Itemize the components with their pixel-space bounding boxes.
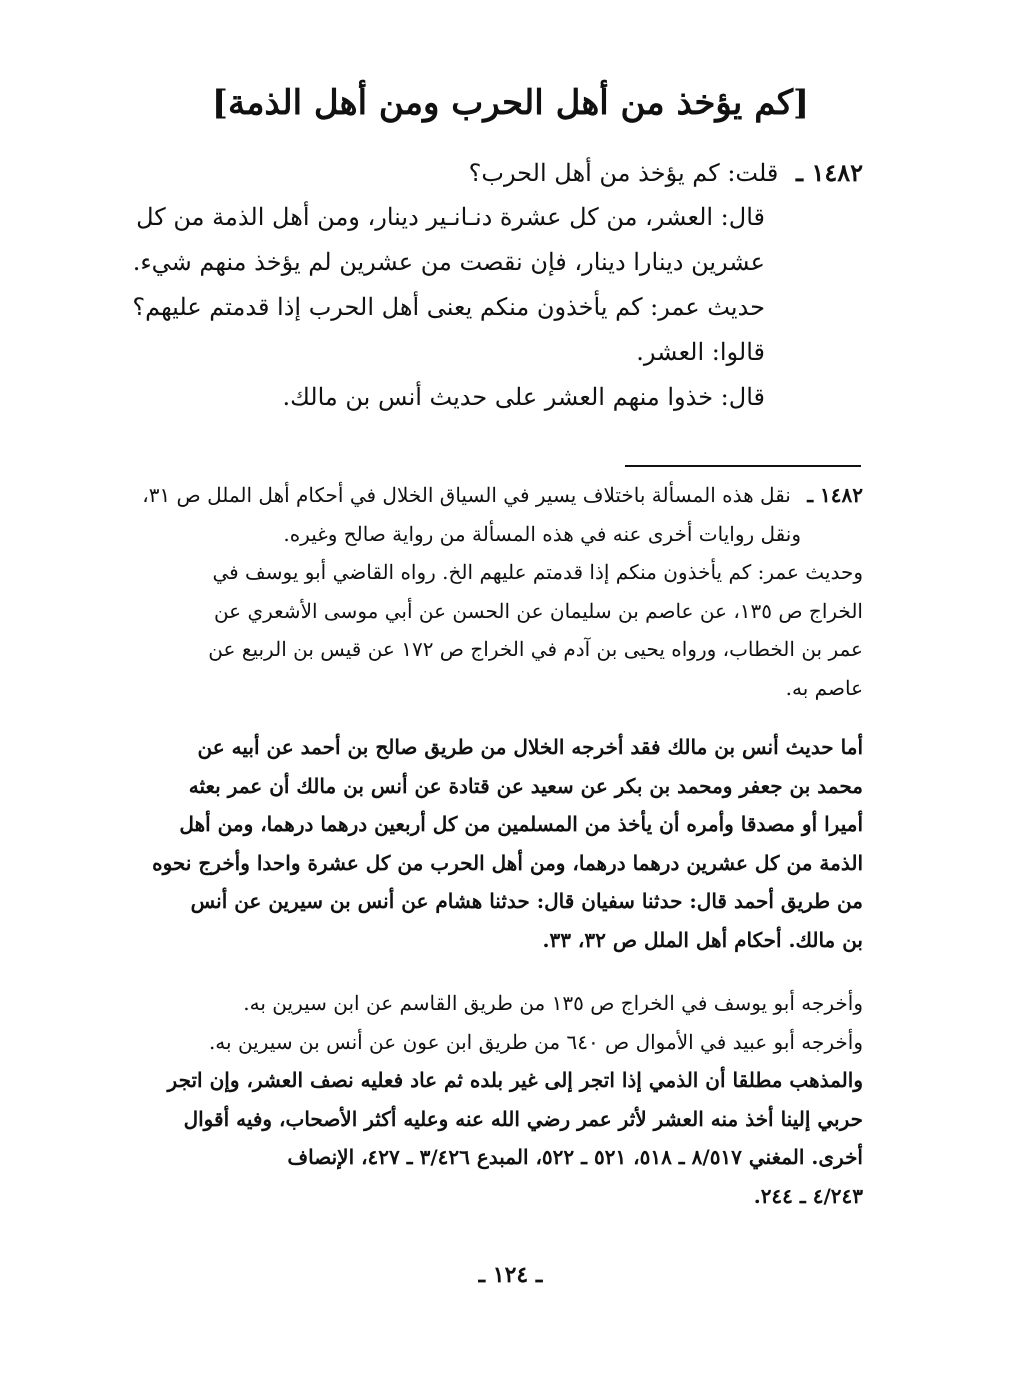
note-line: والمذهب مطلقا أن الذمي إذا اتجر إلى غير بلده ثم عاد فعليه نصف العشر، وإن اتجر [167,1068,863,1092]
main-line: قال: خذوا منهم العشر على حديث أنس بن مالك. [282,383,765,411]
note-line: ونقل روايات أخرى عنه في هذه المسألة من رواية صالح وغيره. [283,521,801,546]
main-line: قال: العشر، من كل عشرة دنـانـير دينار، ومن أهل الذمة من كل [136,203,765,231]
note-line: وأخرجه أبو يوسف في الخراج ص ١٣٥ من طريق القاسم عن ابن سيرين به. [243,991,863,1015]
note-line: وأخرجه أبو عبيد في الأموال ص ٦٤٠ من طريق ابن عون عن أنس بن سيرين به. [208,1029,863,1054]
main-text [132,150,863,420]
page-number: ـ ١٢٤ ـ [478,1262,543,1288]
footnote-divider [625,465,861,467]
note-line: وحديث عمر: كم يأخذون منكم إذا قدمتم عليهم الخ. رواه القاضي أبو يوسف في [212,560,863,584]
note-line [142,476,863,515]
note-line: بن مالك. أحكام أهل الملل ص ٣٢، ٣٣. [542,927,863,952]
note-line: ٤/٢٤٣ ـ ٢٤٤. [753,1183,863,1208]
main-line: قالوا: العشر. [636,338,765,366]
note-line: أما حديث أنس بن مالك فقد أخرجه الخلال من طريق صالح بن أحمد عن أبيه عن [197,735,863,759]
section-title: [كم يؤخذ من أهل الحرب ومن أهل الذمة] [211,83,810,123]
note-line: أخرى. المغني ٨/٥١٧ ـ ٥١٨، ٥٢١ ـ ٥٢٢، المبدع ٣/٤٢٦ ـ ٤٢٧، الإنصاف [287,1145,863,1169]
footnote-paragraph-1 [142,476,863,707]
note-line: عاصم به. [785,675,863,700]
note-line: الذمة من كل عشرين درهما درهما، ومن أهل الحرب من كل عشرة واحدا وأخرج نحوه [152,850,863,875]
note-line: عمر بن الخطاب، ورواه يحيى بن آدم في الخراج ص ١٧٢ عن قيس بن الربيع عن [208,637,863,661]
note-line: الخراج ص ١٣٥، عن عاصم بن سليمان عن الحسن عن أبي موسى الأشعري عن [213,598,863,623]
main-line: عشرين دينارا دينار، فإن نقصت من عشرين لم يؤخذ منهم شيء. [132,248,765,276]
note-line: محمد بن جعفر ومحمد بن بكر عن سعيد عن قتادة عن أنس بن مالك أن عمر بعثه [188,773,863,798]
main-line: حديث عمر: كم يأخذون منكم يعنى أهل الحرب إذا قدمتم عليهم؟ [132,293,765,321]
footnote-paragraph-3 [153,984,863,1215]
issue-number: ١٤٨٢ ـ [796,158,863,187]
note-line: أميرا أو مصدقا وأمره أن يأخذ من المسلمين من كل أربعين درهما درهما، ومن أهل [179,812,863,836]
note-line: حربي إلينا أخذ منه العشر لأثر عمر رضي الله عنه وعليه أكثر الأصحاب، وفيه أقوال [183,1106,863,1131]
note-line: من طريق أحمد قال: حدثنا سفيان قال: حدثنا هشام عن أنس بن سيرين عن أنس [190,889,863,913]
main-line [153,150,863,195]
note-text: نقل هذه المسألة باختلاف يسير في السياق الخلال في أحكام أهل الملل ص ٣١، [142,483,791,507]
footnote-paragraph-2 [153,728,863,959]
footnote-number: ١٤٨٢ ـ [807,483,863,507]
question-text: قلت: كم يؤخذ من أهل الحرب؟ [468,159,779,187]
